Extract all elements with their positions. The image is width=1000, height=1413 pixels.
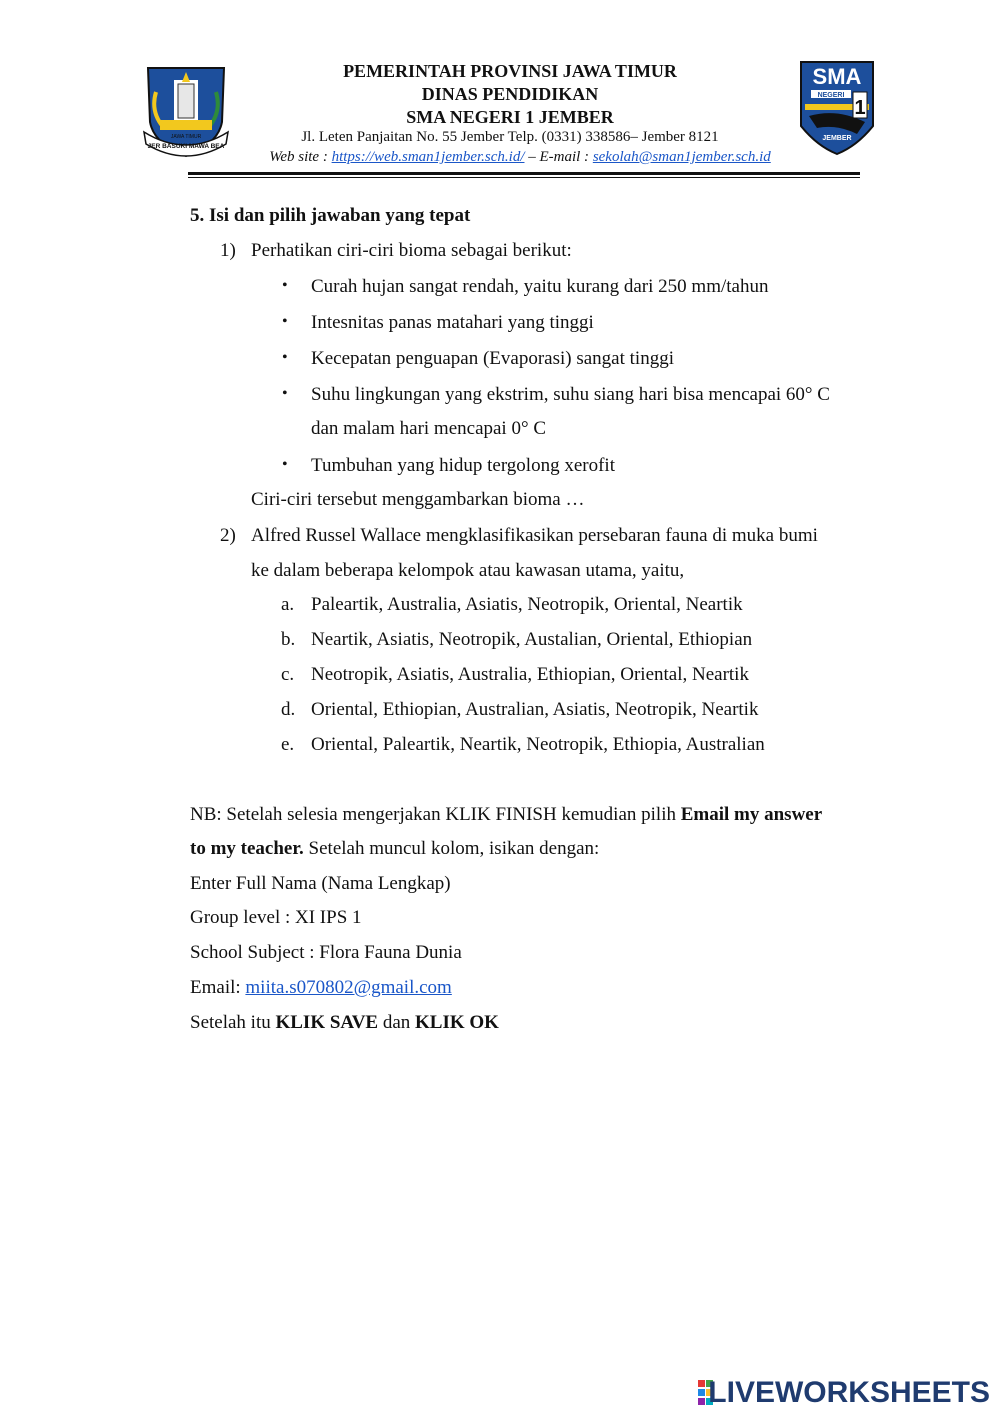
note-school-subject: School Subject : Flora Fauna Dunia — [190, 942, 462, 963]
option-d[interactable]: Oriental, Ethiopian, Australian, Asiatis, Neotropik, Neartik — [311, 699, 759, 720]
bullet-dot: • — [282, 313, 288, 330]
option-a[interactable]: Paleartik, Australia, Asiatis, Neotropik, Oriental, Neartik — [311, 594, 743, 615]
q1-bullet-4-cont: dan malam hari mencapai 0° C — [311, 418, 546, 439]
q1-text: Perhatikan ciri-ciri bioma sebagai berikut: — [251, 240, 572, 261]
q1-bullet-3: Kecepatan penguapan (Evaporasi) sangat tinggi — [311, 348, 674, 369]
note-email-label: Email: — [190, 977, 246, 998]
header-web-line — [200, 149, 840, 166]
header-rule-thick — [188, 172, 860, 175]
q1-number: 1) — [220, 240, 236, 261]
header-rule-thin — [188, 177, 860, 178]
note-klik-save: KLIK SAVE — [275, 1012, 379, 1033]
q1-bullet-2: Intesnitas panas matahari yang tinggi — [311, 312, 594, 333]
bullet-dot: • — [282, 385, 288, 402]
note-final-text-1: Setelah itu — [190, 1012, 276, 1033]
option-letter-a: a. — [281, 594, 295, 615]
q1-bullet-4: Suhu lingkungan yang ekstrim, suhu siang hari bisa mencapai 60° C — [311, 384, 830, 405]
header-line-2: DINAS PENDIDIKAN — [421, 84, 599, 104]
q2-line-1: Alfred Russel Wallace mengklasifikasikan persebaran fauna di muka bumi — [251, 525, 818, 546]
logo-sma-text: SMA — [812, 64, 862, 89]
logo-text-top: JAWA TIMUR — [170, 134, 202, 140]
note-line-1 — [190, 803, 822, 827]
teacher-email-link[interactable]: miita.s070802@gmail.com — [245, 977, 452, 998]
note-email-line — [190, 976, 452, 1000]
jawa-timur-logo — [138, 62, 234, 162]
section-title: 5. Isi dan pilih jawaban yang tepat — [190, 205, 471, 226]
sma-negeri-1-jember-logo — [797, 58, 877, 158]
option-letter-b: b. — [281, 629, 296, 650]
bullet-dot: • — [282, 277, 288, 294]
option-c[interactable]: Neotropik, Asiatis, Australia, Ethiopian, Oriental, Neartik — [311, 664, 749, 685]
email-label: – E-mail : — [524, 149, 593, 165]
note-line-2 — [190, 837, 599, 861]
option-b[interactable]: Neartik, Asiatis, Neotropik, Austalian, Oriental, Ethiopian — [311, 629, 753, 650]
option-letter-c: c. — [281, 664, 295, 685]
school-email-link[interactable]: sekolah@sman1jember.sch.id — [592, 149, 771, 165]
header-address: Jl. Leten Panjaitan No. 55 Jember Telp. (0331) 338586– Jember 8121 — [301, 129, 719, 145]
note-group-level: Group level : XI IPS 1 — [190, 907, 362, 928]
header-line-1: PEMERINTAH PROVINSI JAWA TIMUR — [343, 61, 677, 81]
note-klik-ok: KLIK OK — [415, 1012, 499, 1033]
header-line-3: SMA NEGERI 1 JEMBER — [406, 107, 614, 127]
note-line-1-text: NB: Setelah selesia mengerjakan KLIK FINISH kemudian pilih — [190, 804, 681, 825]
logo-number: 1 — [854, 97, 866, 119]
note-line-2-bold: to my teacher. — [190, 838, 304, 859]
note-final-line — [190, 1011, 499, 1035]
website-link[interactable]: https://web.sman1jember.sch.id/ — [331, 149, 525, 165]
note-line-1-bold: Email my answer — [680, 804, 823, 825]
q1-bullet-5: Tumbuhan yang hidup tergolong xerofit — [311, 455, 615, 476]
q2-line-2: ke dalam beberapa kelompok atau kawasan utama, yaitu, — [251, 560, 685, 581]
liveworksheets-watermark: LIVEWORKSHEETS — [708, 1376, 990, 1409]
logo-negeri-text: NEGERI — [817, 92, 845, 99]
option-e[interactable]: Oriental, Paleartik, Neartik, Neotropik, Ethiopia, Australian — [311, 734, 765, 755]
note-full-name: Enter Full Nama (Nama Lengkap) — [190, 873, 451, 894]
option-letter-d: d. — [281, 699, 296, 720]
note-line-2-text: Setelah muncul kolom, isikan dengan: — [303, 838, 600, 859]
option-letter-e: e. — [281, 734, 295, 755]
q1-closing: Ciri-ciri tersebut menggambarkan bioma … — [251, 489, 585, 510]
logo-text-bottom: JER BASUKI MAWA BEA — [147, 143, 225, 150]
logo-city-text: JEMBER — [822, 135, 852, 142]
q2-number: 2) — [220, 525, 236, 546]
bullet-dot: • — [282, 349, 288, 366]
web-label: Web site : — [269, 149, 332, 165]
note-final-text-2: dan — [378, 1012, 416, 1033]
bullet-dot: • — [282, 456, 288, 473]
q1-bullet-1: Curah hujan sangat rendah, yaitu kurang dari 250 mm/tahun — [311, 276, 769, 297]
